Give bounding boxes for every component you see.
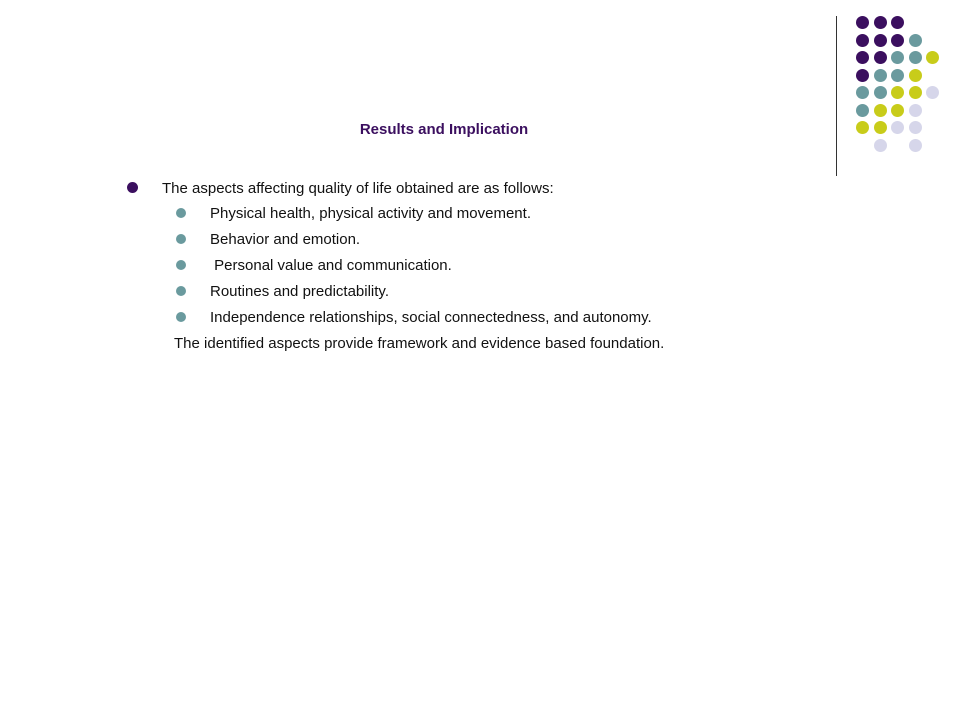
- slide-title: Results and Implication: [359, 121, 529, 138]
- decorative-dot: [874, 104, 887, 117]
- decorative-dot: [926, 51, 939, 64]
- sub-bullet-text: Routines and predictability.: [210, 283, 389, 300]
- sub-bullet-icon: [176, 208, 186, 218]
- decorative-dot: [874, 51, 887, 64]
- decorative-dot: [891, 121, 904, 134]
- decorative-dot: [909, 34, 922, 47]
- decorative-dot: [874, 86, 887, 99]
- sub-bullet-text: Personal value and communication.: [210, 257, 452, 274]
- lead-bullet-icon: [127, 182, 138, 193]
- decorative-dot: [874, 139, 887, 152]
- decorative-dot: [909, 121, 922, 134]
- decorative-dot: [856, 69, 869, 82]
- decorative-dot: [891, 104, 904, 117]
- decorative-dot: [891, 34, 904, 47]
- decorative-dot: [909, 69, 922, 82]
- closing-text: The identified aspects provide framework and evidence based foundation.: [174, 335, 665, 352]
- sub-bullet-icon: [176, 260, 186, 270]
- decorative-dot: [926, 86, 939, 99]
- sub-bullet-text: Physical health, physical activity and movement.: [210, 205, 531, 222]
- decorative-dot: [856, 104, 869, 117]
- decorative-dot: [891, 51, 904, 64]
- sub-bullet-text: Behavior and emotion.: [210, 231, 361, 248]
- decorative-dot: [891, 16, 904, 29]
- decorative-dot: [909, 86, 922, 99]
- decorative-dot: [856, 86, 869, 99]
- vertical-divider: [836, 16, 837, 176]
- decorative-dot: [856, 51, 869, 64]
- decorative-dot: [856, 34, 869, 47]
- sub-bullet-icon: [176, 312, 186, 322]
- decorative-dot: [874, 69, 887, 82]
- decorative-dot: [891, 86, 904, 99]
- decorative-dot: [909, 139, 922, 152]
- decorative-dot: [909, 104, 922, 117]
- decorative-dot: [874, 16, 887, 29]
- sub-bullet-icon: [176, 286, 186, 296]
- sub-bullet-icon: [176, 234, 186, 244]
- decorative-dot: [856, 16, 869, 29]
- lead-bullet-text: The aspects affecting quality of life obtained are as follows:: [162, 180, 554, 197]
- decorative-dot: [874, 34, 887, 47]
- decorative-dot: [891, 69, 904, 82]
- decorative-dot: [909, 51, 922, 64]
- sub-bullet-text: Independence relationships, social connectedness, and autonomy.: [210, 309, 652, 326]
